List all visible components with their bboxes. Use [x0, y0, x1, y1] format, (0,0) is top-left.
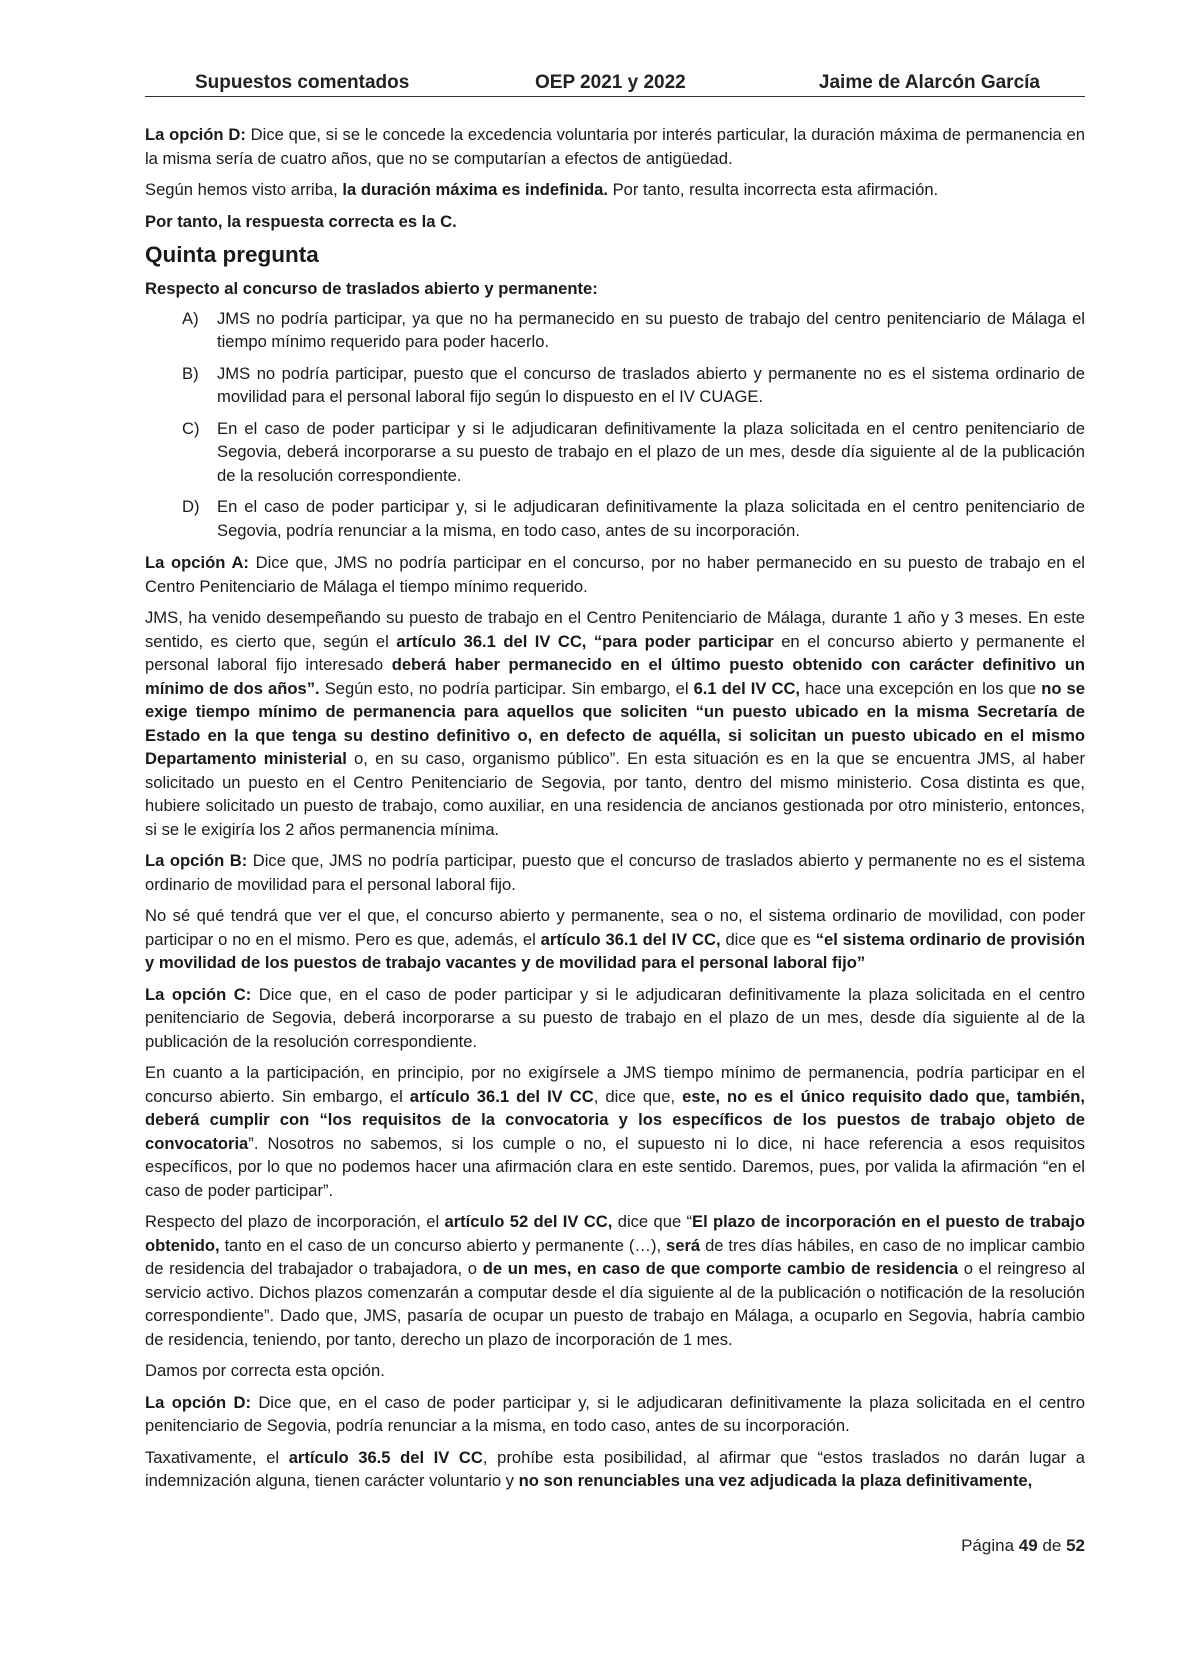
option-d-text: Dice que, si se le concede la excedencia voluntaria por interés particular, la duración máxima de permanencia en la misma sería de cuatro años, que no se computarían a efectos de antigüedad.: [145, 125, 1086, 168]
option-letter: C): [182, 418, 200, 438]
bold-run: la duración máxima es indefinida.: [342, 180, 608, 199]
bold-run: El plazo de incorporación en el puesto de trabajo obtenido,: [145, 1212, 1086, 1255]
option-letter: D): [182, 497, 200, 516]
bold-run: no son renunciables una vez adjudicada la plaza definitivamente,: [518, 1471, 1033, 1490]
bold-run: artículo 52 del IV CC,: [444, 1212, 613, 1231]
text-run: Por tanto, resulta incorrecta esta afirmación.: [607, 180, 939, 199]
text-run: Dice que, en el caso de poder participar y si le adjudicaran definitivamente la plaza solicitada en el centro penitenciario de Segovia, deberá incorporarse a su puesto de trabajo en el plazo de un mes, desde día siguiente al de la publicación de la resolución correspondiente.: [145, 984, 1085, 1051]
option-letter: B): [182, 363, 199, 383]
paragraph-option-a-analysis: [145, 606, 1085, 841]
text-run: No sé qué tendrá que ver el que, el concurso abierto y permanente, sea o no, el sistema ordinario de movilidad, con poder participar o no en el mismo. Pero es que, además, el: [145, 906, 1085, 949]
text-run: Taxativamente, el: [145, 1447, 289, 1467]
section-title: Quinta pregunta: [145, 242, 319, 267]
option-text: En el caso de poder participar y, si le adjudicaran definitivamente la plaza solicitada en el centro penitenciario de Segovia, podría renunciar a la misma, en todo caso, antes de su incorporación.: [217, 497, 1085, 540]
paragraph-option-d-analysis: [145, 1446, 1085, 1493]
text-run: , prohíbe esta posibilidad, al afirmar que “estos traslados no darán lugar a indemnización alguna, tienen carácter voluntario y: [145, 1447, 1085, 1490]
bold-run: de un mes, en caso de que comporte cambio de residencia: [482, 1259, 959, 1278]
answer-statement: Por tanto, la respuesta correcta es la C.: [145, 211, 457, 231]
page-of: de: [1042, 1536, 1062, 1555]
option-d-lead: La opción D:: [145, 125, 246, 144]
text-run: JMS, ha venido desempeñando su puesto de trabajo en el Centro Penitenciario de Málaga, durante 1 año y 3 meses. En este sentido, es cierto que, según el: [145, 608, 1085, 651]
option-c: [145, 417, 1085, 488]
paragraph-option-c: [145, 983, 1085, 1054]
bold-run: no se exige tiempo mínimo de permanencia para aquellos que soliciten “un puesto ubicado en la misma Secretaría de Estado en la que tenga su destino definitivo o, en defecto de aquélla, si solicitan un puesto ubicado en el mismo Departamento ministerial: [145, 678, 1085, 768]
bold-run: 6.1 del IV CC,: [693, 678, 801, 698]
text-run: dice que es: [720, 929, 816, 949]
bold-run: será: [666, 1235, 701, 1255]
current-page: 49: [1018, 1536, 1038, 1555]
bold-run: artículo 36.1 del IV CC: [409, 1086, 594, 1106]
paragraph-answer-c: [145, 210, 1085, 234]
bold-run: deberá haber permanecido en el último puesto obtenido con carácter definitivo un mínimo de dos años”.: [145, 655, 1085, 698]
text-run: hace una excepción en los que: [800, 678, 1042, 698]
option-d: [145, 495, 1085, 542]
bold-run: este, no es el único requisito dado que, también, deberá cumplir con “los requisitos de la convocatoria y los específicos de los puestos de trabajo objeto de convocatoria: [145, 1086, 1086, 1153]
text-run: Según esto, no podría participar. Sin embargo, el: [319, 678, 694, 698]
paragraph-option-c-conclusion: Damos por correcta esta opción.: [145, 1361, 385, 1380]
option-text: JMS no podría participar, puesto que el concurso de traslados abierto y permanente no es el sistema ordinario de movilidad para el personal laboral fijo según lo dispuesto en el IV CUAGE.: [217, 363, 1085, 406]
option-text: En el caso de poder participar y si le adjudicaran definitivamente la plaza solicitada en el centro penitenciario de Segovia, deberá incorporarse a su puesto de trabajo en el plazo de un mes, desde día siguiente al de la publicación de la resolución correspondiente.: [217, 418, 1085, 485]
text-run: de tres días hábiles, en caso de no implicar cambio de residencia del trabajador o trabajadora, o: [145, 1235, 1086, 1278]
text-run: Dice que, en el caso de poder participar y, si le adjudicaran definitivamente la plaza solicitada en el centro penitenciario de Segovia, podría renunciar a la misma, en todo caso, antes de su incorporación.: [145, 1392, 1085, 1435]
option-letter: A): [182, 308, 199, 328]
text-run: ”. Nosotros no sabemos, si los cumple o no, el supuesto ni lo dice, ni hace referencia a esos requisitos específicos, por lo que no podemos hacer una afirmación clara en este sentido. Daremos, pues, por valida la afirmación “en el caso de poder participar”.: [145, 1133, 1085, 1200]
option-b-lead: La opción B:: [145, 851, 248, 870]
text-run: En cuanto a la participación, en principio, por no exigírsele a JMS tiempo mínimo de permanencia, podría participar en el concurso abierto. Sin embargo, el: [145, 1063, 1085, 1106]
text-run: o, en su caso, organismo público”. En esta situación es en la que se encuentra JMS, al haber solicitado un puesto en el Centro Penitenciario de Segovia, por tanto, dentro del mismo ministerio. Cosa distinta es que, hubiere solicitado un puesto de trabajo, como auxiliar, en una residencia de ancianos gestionada por otro ministerio, entonces, si se le exigiría los 2 años permanencia mínima.: [145, 749, 1085, 839]
text-run: dice que “: [612, 1212, 693, 1231]
text-run: Según hemos visto arriba,: [145, 180, 343, 199]
paragraph-option-d-prev: [145, 123, 1085, 170]
question-stem: Respecto al concurso de traslados abierto y permanente:: [145, 279, 598, 298]
text-run: tanto en el caso de un concurso abierto y permanente (…),: [219, 1235, 666, 1255]
option-d-lead: La opción D:: [145, 1392, 251, 1412]
paragraph-option-b-analysis: [145, 904, 1085, 975]
bold-run: artículo 36.1 del IV CC, “para poder participar: [396, 631, 774, 651]
total-pages: 52: [1066, 1536, 1085, 1555]
options-list: [145, 307, 1085, 543]
page-header: [145, 70, 1085, 97]
option-a-lead: La opción A:: [145, 553, 249, 572]
page-label: Página: [961, 1536, 1015, 1555]
text-run: , dice que,: [593, 1086, 683, 1106]
header-center: OEP 2021 y 2022: [535, 72, 686, 93]
header-right: Jaime de Alarcón García: [818, 72, 1040, 93]
bold-run: “el sistema ordinario de provisión y movilidad de los puestos de trabajo vacantes y de movilidad para el personal laboral fijo”: [145, 929, 1086, 972]
page-number: [961, 1536, 1085, 1556]
header-left: Supuestos comentados: [195, 72, 410, 93]
page-content: [145, 123, 1085, 1501]
bold-run: artículo 36.5 del IV CC: [288, 1447, 483, 1467]
text-run: o el reingreso al servicio activo. Dichos plazos comenzarán a computar desde el día siguiente al de la publicación o notificación de la resolución correspondiente”. Dado que, JMS, pasaría de ocupar un puesto de trabajo en Málaga, a ocuparlo en Segovia, habría cambio de residencia, teniendo, por tanto, derecho un plazo de incorporación de 1 mes.: [145, 1259, 1086, 1349]
bold-run: artículo 36.1 del IV CC,: [540, 929, 721, 949]
option-text: JMS no podría participar, ya que no ha permanecido en su puesto de trabajo del centro penitenciario de Málaga el tiempo mínimo requerido para poder hacerlo.: [217, 308, 1085, 351]
paragraph-option-c-analysis: [145, 1061, 1085, 1202]
paragraph-option-d: [145, 1391, 1085, 1438]
option-c-lead: La opción C:: [145, 984, 252, 1004]
text-run: Respecto del plazo de incorporación, el: [145, 1212, 445, 1231]
option-a: [145, 307, 1085, 354]
paragraph-option-c-plazo: [145, 1210, 1085, 1351]
paragraph-option-b: [145, 849, 1085, 896]
option-b: [145, 362, 1085, 409]
text-run: en el concurso abierto y permanente el personal laboral fijo interesado: [145, 631, 1085, 674]
text-run: Dice que, JMS no podría participar en el concurso, por no haber permanecido en su puesto de trabajo en el Centro Penitenciario de Málaga el tiempo mínimo requerido.: [145, 553, 1085, 596]
paragraph-option-a: [145, 551, 1085, 598]
text-run: Dice que, JMS no podría participar, puesto que el concurso de traslados abierto y permanente no es el sistema ordinario de movilidad para el personal laboral fijo.: [145, 851, 1085, 894]
paragraph-duration: [145, 178, 1085, 202]
